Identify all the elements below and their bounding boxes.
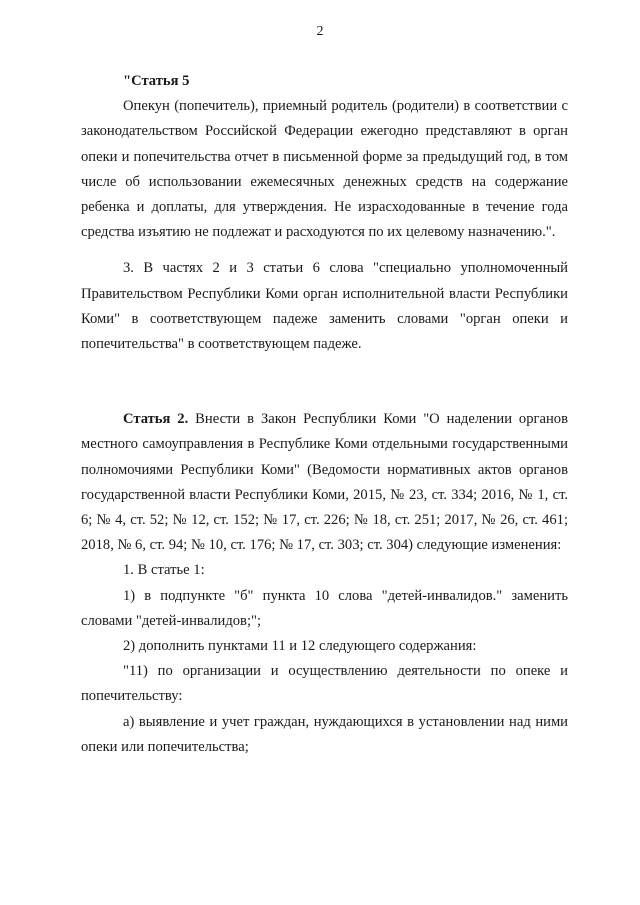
page-number: 2 xyxy=(316,24,324,39)
article-2-paragraph xyxy=(81,407,568,558)
list-item: 1) в подпункте "б" пункта 10 слова "детей-инвалидов." заменить словами "детей-инвалидов;"; xyxy=(81,587,568,629)
article-5-heading: "Статья 5 xyxy=(123,73,190,89)
list-item: 2) дополнить пунктами 11 и 12 следующего содержания: xyxy=(123,638,477,655)
part-3-paragraph: 3. В частях 2 и 3 статьи 6 слова "специально уполномоченный Правительством Республики Коми орган исполнительной власти Республики Коми" в соответствующем падеже заменить словами "орган опеки и попечительства" в соответствующем падеже. xyxy=(81,260,568,353)
list-item: а) выявление и учет граждан, нуждающихся в установлении над ними опеки или попечительства; xyxy=(81,713,568,755)
article-2-heading: Статья 2. xyxy=(123,411,189,428)
document-body xyxy=(81,69,568,760)
list-item: "11) по организации и осуществлению деятельности по опеке и попечительству: xyxy=(81,663,568,705)
article-2-intro: Внести в Закон Республики Коми "О наделении органов местного самоуправления в Республике Коми отдельными государственными полномочиями Республики Коми" (Ведомости нормативных актов органов государственной власти Республики Коми, 2015, № 23, ст. 334; 2016, № 1, ст. 6; № 4, ст. 52; № 12, ст. 152; № 17, ст. 226; № 18, ст. 251; 2017, № 26, ст. 461; 2018, № 6, ст. 94; № 10, ст. 176; № 17, ст. 303; ст. 304) следующие изменения: xyxy=(81,411,568,554)
list-item: 1. В статье 1: xyxy=(123,562,205,579)
article-5-paragraph: Опекун (попечитель), приемный родитель (родители) в соответствии с законодательством Российской Федерации ежегодно представляют в орган опеки и попечительства отчет в письменной форме за предыдущий год, в том числе об использовании ежемесячных денежных средств на содержание ребенка и доплаты, для утверждения. Не израсходованные в течение года средства изъятию не подлежат и расходуются по их целевому назначению.". xyxy=(81,98,568,241)
